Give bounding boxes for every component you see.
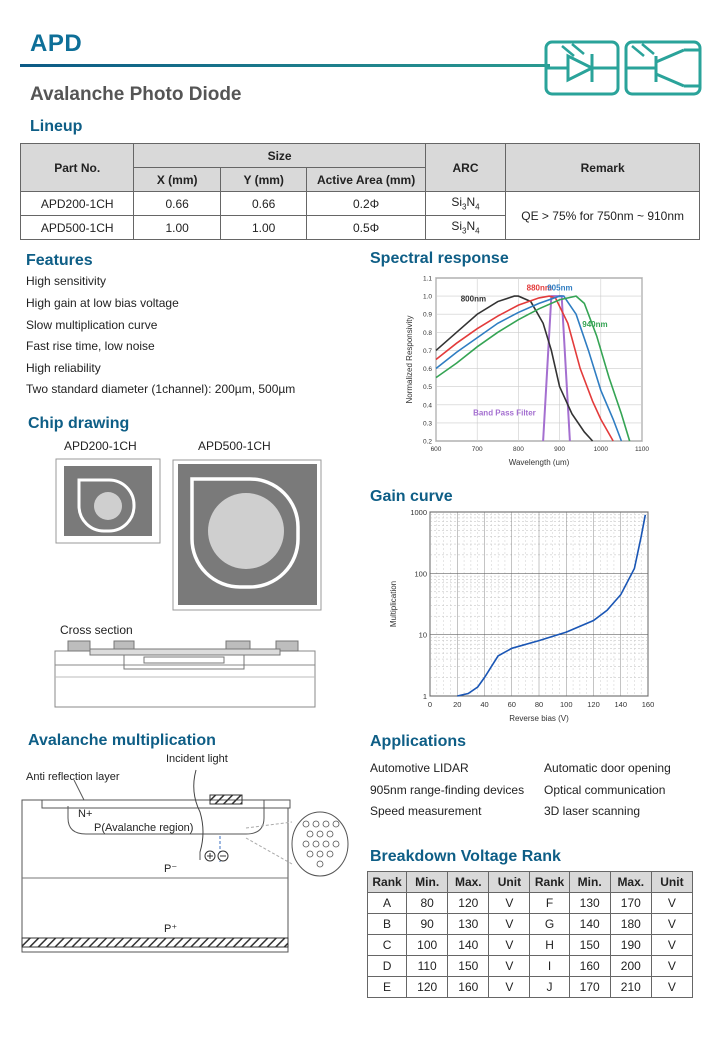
cell-arc: $Si_3N_4$ (425, 192, 506, 216)
page-subtitle: Avalanche Photo Diode (30, 84, 242, 105)
chip-200-drawing (55, 458, 161, 544)
bdv-cell: V (489, 977, 530, 998)
bdv-cell: J (530, 977, 569, 998)
y-tick-label: 100 (414, 569, 427, 579)
feature-item: Slow multiplication curve (26, 318, 158, 332)
table-row (368, 914, 693, 935)
table-row (368, 893, 693, 914)
application-item: Automatic door opening (544, 761, 671, 775)
y-tick-label: 0.8 (422, 329, 432, 337)
bdv-cell: F (530, 893, 569, 914)
bdv-header: Unit (651, 872, 692, 893)
breakdown-table (367, 871, 693, 998)
bdv-cell: V (651, 893, 692, 914)
cell-area: 0.5Φ (307, 216, 425, 240)
bdv-cell: 90 (407, 914, 448, 935)
x-tick-label: 40 (480, 700, 489, 709)
y-tick-label: 1.1 (422, 275, 432, 283)
feature-item: High gain at low bias voltage (26, 296, 179, 310)
cell-y: 0.66 (220, 192, 307, 216)
bdv-cell: B (368, 914, 407, 935)
bdv-cell: 210 (610, 977, 651, 998)
bdv-header: Min. (569, 872, 610, 893)
bdv-cell: 190 (610, 935, 651, 956)
bdv-cell: 180 (610, 914, 651, 935)
chip-label-200: APD200-1CH (64, 439, 137, 453)
y-tick-label: 0.6 (422, 366, 432, 374)
series-label: 905nm (547, 283, 573, 293)
bdv-cell: 150 (448, 956, 489, 977)
y-axis-label: Normalized Responsivity (405, 315, 414, 404)
bdv-cell: 170 (610, 893, 651, 914)
feature-item: Fast rise time, low noise (26, 339, 155, 353)
x-tick-label: 0 (427, 700, 433, 709)
chip-title: Chip drawing (28, 415, 130, 432)
x-tick-label: 60 (507, 700, 516, 709)
cell-remark: QE > 75% for 750nm ~ 910nm (506, 192, 700, 240)
photo-diode-logo-icon (544, 40, 702, 96)
x-tick-label: 160 (641, 700, 655, 709)
bdv-cell: V (651, 956, 692, 977)
bdv-cell: 120 (407, 977, 448, 998)
cell-x: 1.00 (134, 216, 221, 240)
x-tick-label: 800 (512, 446, 524, 453)
y-tick-label: 0.3 (422, 420, 432, 428)
series-label: 800nm (460, 294, 487, 304)
spectral-chart (400, 270, 660, 475)
bdv-cell: V (489, 956, 530, 977)
incident-light-label: Incident light (166, 753, 228, 765)
applications-title: Applications (370, 733, 467, 750)
header-rule (20, 64, 550, 67)
application-item: Optical communication (544, 783, 666, 797)
bdv-header: Max. (610, 872, 651, 893)
x-tick-label: 120 (587, 700, 600, 709)
cell-area: 0.2Φ (307, 192, 425, 216)
cell-x: 0.66 (134, 192, 221, 216)
series-label: 940nm (582, 319, 608, 329)
breakdown-title: Breakdown Voltage Rank (370, 848, 561, 865)
bdv-cell: 160 (569, 956, 610, 977)
gain-chart (384, 506, 664, 728)
table-row (368, 935, 693, 956)
x-axis-label: Wavelength (um) (508, 458, 570, 467)
avalanche-diagram (20, 752, 360, 962)
bdv-cell: 150 (569, 935, 610, 956)
y-tick-label: 1 (422, 692, 427, 701)
y-tick-label: 1.0 (422, 293, 432, 301)
table-row (21, 192, 700, 216)
feature-item: High sensitivity (26, 274, 107, 288)
y-tick-label: 10 (418, 630, 427, 640)
x-tick-label: 80 (534, 700, 544, 709)
x-axis-label: Reverse bias (V) (509, 714, 569, 723)
y-tick-label: 0.5 (422, 384, 432, 392)
bdv-cell: D (368, 956, 407, 977)
features-title: Features (26, 252, 93, 269)
bdv-header: Unit (489, 872, 530, 893)
th-part: Part No. (21, 144, 134, 192)
chip-label-500: APD500-1CH (198, 439, 271, 453)
application-item: 905nm range-finding devices (370, 783, 525, 797)
th-x: X (mm) (134, 168, 221, 192)
application-item: Speed measurement (370, 804, 482, 818)
cross-section-drawing (54, 637, 316, 709)
lineup-table (20, 143, 700, 240)
bdv-cell: 140 (448, 935, 489, 956)
band-pass-label: Band Pass Filter (473, 408, 536, 418)
bdv-cell: 100 (407, 935, 448, 956)
chip-500-drawing (172, 459, 322, 611)
feature-item: Two standard diameter (1channel): 200µm, 500µm (26, 382, 296, 396)
bdv-cell: V (489, 893, 530, 914)
table-row (368, 956, 693, 977)
th-area: Active Area (mm) (307, 168, 425, 192)
cell-part: APD500-1CH (21, 216, 134, 240)
bdv-cell: 130 (569, 893, 610, 914)
bdv-header: Max. (448, 872, 489, 893)
bdv-header: Rank (530, 872, 569, 893)
bdv-cell: 170 (569, 977, 610, 998)
bdv-cell: G (530, 914, 569, 935)
x-tick-label: 20 (453, 700, 462, 709)
application-item: Automotive LIDAR (370, 761, 469, 775)
gain-title: Gain curve (370, 488, 453, 505)
cell-y: 1.00 (220, 216, 307, 240)
spectral-title: Spectral response (370, 250, 509, 267)
th-size: Size (134, 144, 425, 168)
bdv-cell: 140 (569, 914, 610, 935)
avalanche-title: Avalanche multiplication (28, 732, 216, 749)
bdv-cell: V (489, 935, 530, 956)
bdv-cell: V (489, 914, 530, 935)
anti-reflection-label: Anti reflection layer (26, 771, 120, 783)
bdv-cell: I (530, 956, 569, 977)
x-tick-label: 1000 (593, 446, 609, 453)
y-tick-label: 1000 (410, 508, 427, 517)
th-remark: Remark (506, 144, 700, 192)
x-tick-label: 600 (430, 446, 442, 453)
y-tick-label: 0.9 (422, 311, 432, 319)
bdv-cell: 160 (448, 977, 489, 998)
cell-part: APD200-1CH (21, 192, 134, 216)
table-row (368, 977, 693, 998)
bdv-cell: A (368, 893, 407, 914)
bdv-cell: E (368, 977, 407, 998)
x-tick-label: 1100 (635, 446, 649, 453)
x-tick-label: 140 (614, 700, 628, 709)
bdv-cell: V (651, 977, 692, 998)
bdv-header: Rank (368, 872, 407, 893)
bdv-cell: 120 (448, 893, 489, 914)
x-tick-label: 700 (471, 446, 483, 453)
lineup-title: Lineup (30, 118, 83, 135)
series-label: 880nm (526, 283, 552, 293)
y-axis-label: Multiplication (389, 580, 398, 628)
th-arc: ARC (425, 144, 506, 192)
bdv-cell: V (651, 914, 692, 935)
bdv-cell: C (368, 935, 407, 956)
bdv-cell: 200 (610, 956, 651, 977)
pminus-label: P⁻ (164, 863, 178, 875)
nplus-label: N+ (78, 808, 93, 820)
bdv-header: Min. (407, 872, 448, 893)
bdv-cell: H (530, 935, 569, 956)
bdv-cell: 110 (407, 956, 448, 977)
th-y: Y (mm) (220, 168, 307, 192)
y-tick-label: 0.2 (422, 438, 432, 446)
brand-title: APD (30, 30, 83, 57)
x-tick-label: 100 (559, 700, 573, 709)
application-item: 3D laser scanning (544, 804, 641, 818)
bdv-cell: 130 (448, 914, 489, 935)
bdv-cell: V (651, 935, 692, 956)
feature-item: High reliability (26, 361, 101, 375)
x-tick-label: 900 (554, 446, 566, 453)
y-tick-label: 0.4 (422, 402, 432, 410)
y-tick-label: 0.7 (422, 347, 432, 355)
pplus-label: P⁺ (164, 923, 178, 935)
cross-section-label: Cross section (60, 623, 133, 637)
bdv-cell: 80 (407, 893, 448, 914)
p-region-label: P(Avalanche region) (94, 822, 194, 834)
cell-arc: $Si_3N_4$ (425, 216, 506, 240)
